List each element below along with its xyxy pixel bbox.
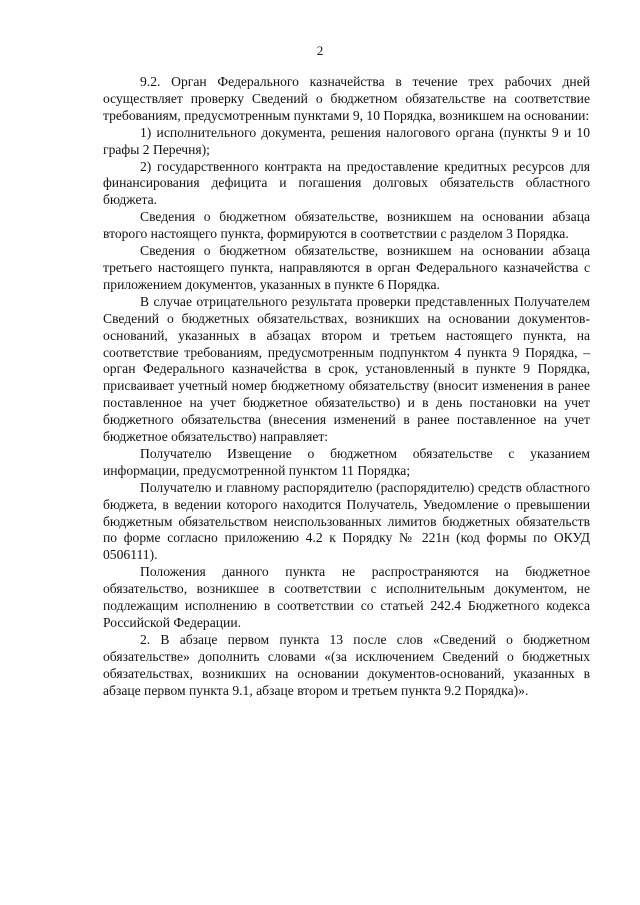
- paragraph-abzac-3-info: Сведения о бюджетном обязательстве, возникшем на основании абзаца третьего настоящего пункта, направляются в орган Федерального казначейства с приложением документов, указанных в пункте 6 Порядка.: [103, 243, 590, 292]
- paragraph-item-2: 2) государственного контракта на предоставление кредитных ресурсов для финансирования дефицита и погашения долговых обязательств областного бюджета.: [103, 158, 590, 208]
- page-number: 2: [316, 43, 324, 58]
- paragraph-notice-recipient: Получателю Извещение о бюджетном обязательстве с указанием информации, предусмотренной пунктом 11 Порядка;: [103, 445, 590, 478]
- paragraph-notice-excess: Получателю и главному распорядителю (распорядителю) средств областного бюджета, в ведении которого находится Получатель, Уведомление о превышении бюджетным обязательством неиспользованных лимитов бюджетных обязательств по форме согласно приложению 4.2 к Порядку № 221н (код формы по ОКУД 0506111).: [103, 479, 590, 563]
- paragraph-9-2-intro: 9.2. Орган Федерального казначейства в течение трех рабочих дней осуществляет проверку Сведений о бюджетном обязательстве на соответствие требованиям, предусмотренным пунктами 9, 10 Порядка, возникшем на основании:: [103, 74, 590, 123]
- paragraph-item-1: 1) исполнительного документа, решения налогового органа (пункты 9 и 10 графы 2 Перечня);: [103, 124, 590, 157]
- paragraph-amendment-13: 2. В абзаце первом пункта 13 после слов «Сведений о бюджетном обязательстве» дополнить словами «(за исключением Сведений о бюджетных обязательствах, возникших на основании документов-оснований, указанных в абзаце первом пункта 9.1, абзаце втором и третьем пункта 9.2 Порядка)».: [103, 631, 590, 698]
- paragraph-exception: Положения данного пункта не распространяются на бюджетное обязательство, возникшее в соответствии с исполнительным документом, не подлежащим исполнению в соответствии со статьей 242.4 Бюджетного кодекса Российской Федерации.: [103, 564, 590, 630]
- paragraph-abzac-2-info: Сведения о бюджетном обязательстве, возникшем на основании абзаца второго настоящего пункта, формируются в соответствии с разделом 3 Порядка.: [103, 209, 590, 242]
- paragraph-negative-result: В случае отрицательного результата проверки представленных Получателем Сведений о бюджетных обязательствах, возникших на основании документов-оснований, указанных в абзацах втором и третьем настоящего пункта, на соответствие требованиям, предусмотренным подпунктом 4 пункта 9 Порядка, – орган Федерального казначейства в срок, установленный в пункте 9 Порядка, присваивает учетный номер бюджетному обязательству (вносит изменения в ранее поставленное на учет бюджетное обязательство) и в день постановки на учет бюджетного обязательства (внесения изменений в ранее поставленное на учет бюджетное обязательство) направляет:: [103, 293, 590, 445]
- document-body: [103, 74, 590, 700]
